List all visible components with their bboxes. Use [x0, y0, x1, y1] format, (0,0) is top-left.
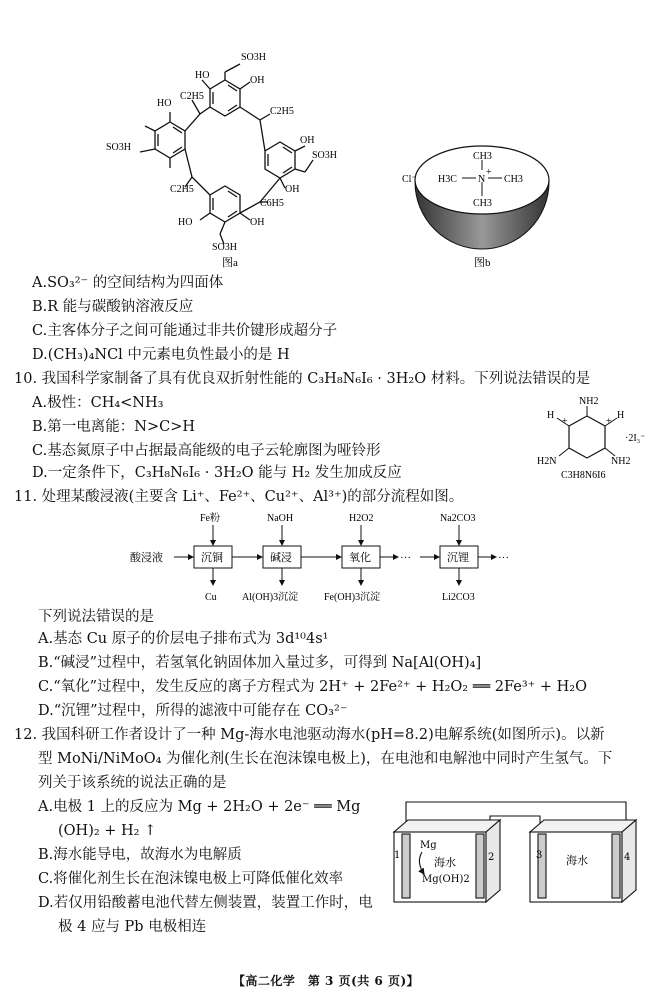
q9-option-d: D.(CH₃)₄NCl 中元素电负性最小的是 H — [32, 347, 290, 363]
nh2-right-label: NH2 — [611, 456, 631, 467]
q12-stem-line-1: 12. 我国科研工作者设计了一种 Mg-海水电池驱动海水(pH=8.2)电解系统(如图所示)。以新 — [14, 727, 605, 743]
q12-option-a-line-2: (OH)₂ + H₂ ↑ — [58, 823, 157, 839]
formula-label: C3H8N6I6 — [561, 470, 606, 481]
electrode-2-label: 2 — [488, 852, 495, 863]
flow-product-1: Cu — [205, 592, 217, 603]
q11-option-d: D.“沉锂”过程中，所得的滤液中可能存在 CO₃²⁻ — [38, 703, 348, 719]
h3c-label: H3C — [438, 174, 457, 185]
flow-reagent-1: Fe粉 — [200, 513, 220, 524]
ch3-right-label: CH3 — [504, 174, 523, 185]
q11-option-b: B.“碱浸”过程中，若氢氧化钠固体加入量过多，可得到 Na[Al(OH)₄] — [38, 655, 482, 671]
flow-step-2: 碱浸 — [270, 552, 292, 564]
ch3-bottom-label: CH3 — [473, 198, 492, 209]
plus-label: + — [486, 167, 492, 178]
flow-step-1: 沉铜 — [201, 552, 223, 564]
oh-label-2: OH — [250, 75, 265, 86]
electrode-3-label: 3 — [536, 850, 543, 861]
mg-oh2-label: Mg(OH)2 — [422, 874, 470, 885]
q12-option-d: D.若仅用铅酸蓄电池代替左侧装置，装置工作时，电 — [38, 895, 373, 911]
figure-b — [400, 140, 550, 270]
electrode-1-label: 1 — [394, 850, 401, 861]
q10-option-d: D.一定条件下，C₃H₈N₆I₆ · 3H₂O 能与 H₂ 发生加成反应 — [32, 465, 402, 481]
h2n-label: H2N — [537, 456, 557, 467]
q9-option-a: A.SO₃²⁻ 的空间结构为四面体 — [32, 275, 224, 291]
q12-option-c: C.将催化剂生长在泡沫镍电极上可降低催化效率 — [38, 871, 344, 887]
figure-b-bowl — [400, 140, 550, 270]
q10-figure — [525, 392, 649, 484]
flow-reagent-3: H2O2 — [349, 513, 374, 524]
q10-option-b: B.第一电离能：N>C>H — [32, 419, 195, 435]
ho-label-bottom: HO — [178, 217, 193, 228]
flow-dots-1: ··· — [400, 552, 411, 564]
flow-dots-2: ··· — [498, 552, 509, 564]
flow-step-3: 氧化 — [349, 552, 371, 564]
oh-label-right: OH — [300, 135, 315, 146]
oh-label-right-2: OH — [285, 184, 300, 195]
i3-label: ·2I₃⁻ — [625, 433, 646, 444]
chloride-label: Cl⁻ — [402, 174, 417, 185]
figure-a — [100, 42, 360, 270]
q9-option-c: C.主客体分子之间可能通过非共价键形成超分子 — [32, 323, 338, 339]
electrode-4-label: 4 — [624, 852, 631, 863]
q11-prompt: 下列说法错误的是 — [38, 609, 154, 625]
c6h5-label: C6H5 — [260, 198, 284, 209]
so3h-label-left: SO3H — [106, 142, 132, 153]
q11-stem: 11. 处理某酸浸液(主要含 Li⁺、Fe²⁺、Cu²⁺、Al³⁺)的部分流程如图。 — [14, 489, 464, 505]
q12-stem-line-2: 型 MoNi/NiMoO₄ 为催化剂(生长在泡沫镍电极上)，在电池和电解池中同时产生氢气。下 — [38, 751, 613, 767]
flow-product-3: Fe(OH)3沉淀 — [324, 592, 381, 603]
flow-reagent-4: Na2CO3 — [440, 513, 476, 524]
triazine-structure — [525, 392, 649, 484]
q12-stem-line-3: 列关于该系统的说法正确的是 — [38, 775, 227, 791]
nitrogen-label: N — [478, 174, 486, 185]
figure-a-caption: 图a — [222, 257, 238, 269]
page-footer: 【高二化学 第 3 页(共 6 页)】 — [232, 974, 420, 988]
q9-option-b: B.R 能与碳酸钠溶液反应 — [32, 299, 194, 315]
q10-option-c: C.基态氮原子中占据最高能级的电子云轮廓图为哑铃形 — [32, 443, 381, 459]
q12-option-b: B.海水能导电，故海水为电解质 — [38, 847, 242, 863]
ho-label-left: HO — [157, 98, 172, 109]
q10-stem: 10. 我国科学家制备了具有优良双折射性能的 C₃H₈N₆I₆ · 3H₂O 材料。下列说法错误的是 — [14, 371, 591, 387]
q10-option-a: A.极性：CH₄<NH₃ — [32, 395, 164, 411]
mg-label: Mg — [420, 840, 437, 851]
plus-right-label: + — [606, 416, 612, 427]
flow-step-4: 沉锂 — [447, 552, 469, 564]
q12-option-a: A.电极 1 上的反应为 Mg + 2H₂O + 2e⁻ ══ Mg — [38, 799, 361, 815]
flow-product-4: Li2CO3 — [442, 592, 475, 603]
flow-input: 酸浸液 — [130, 552, 163, 564]
ch3-top-label: CH3 — [473, 151, 492, 162]
nh2-top-label: NH2 — [579, 396, 599, 407]
q12-option-d-line-2: 极 4 应与 Pb 电极相连 — [58, 919, 207, 935]
h-left-label: H — [547, 410, 555, 421]
left-seawater-label: 海水 — [434, 856, 456, 869]
right-seawater-label: 海水 — [566, 854, 588, 867]
flow-product-2: Al(OH)3沉淀 — [242, 592, 299, 603]
q11-option-a: A.基态 Cu 原子的价层电子排布式为 3d¹⁰4s¹ — [38, 631, 329, 647]
q11-flowchart — [130, 508, 550, 604]
so3h-label-bottom: SO3H — [212, 242, 238, 253]
figure-b-caption: 图b — [474, 257, 491, 269]
oh-label-bottom: OH — [250, 217, 265, 228]
flow-reagent-2: NaOH — [267, 513, 294, 524]
q11-option-c: C.“氧化”过程中，发生反应的离子方程式为 2H⁺ + 2Fe²⁺ + H₂O₂ ══ 2Fe³⁺ + H₂O — [38, 679, 588, 695]
q12-figure — [390, 796, 642, 908]
figure-a-structure — [100, 42, 360, 270]
plus-left-label: + — [562, 416, 568, 427]
c2h5-label-1: C2H5 — [180, 91, 204, 102]
c2h5-label-2: C2H5 — [270, 106, 294, 117]
so3h-label-top: SO3H — [241, 52, 267, 63]
h-right-label: H — [617, 410, 625, 421]
so3h-label-right: SO3H — [312, 150, 338, 161]
oh-label-1: HO — [195, 70, 210, 81]
c2h5-label-3: C2H5 — [170, 184, 194, 195]
